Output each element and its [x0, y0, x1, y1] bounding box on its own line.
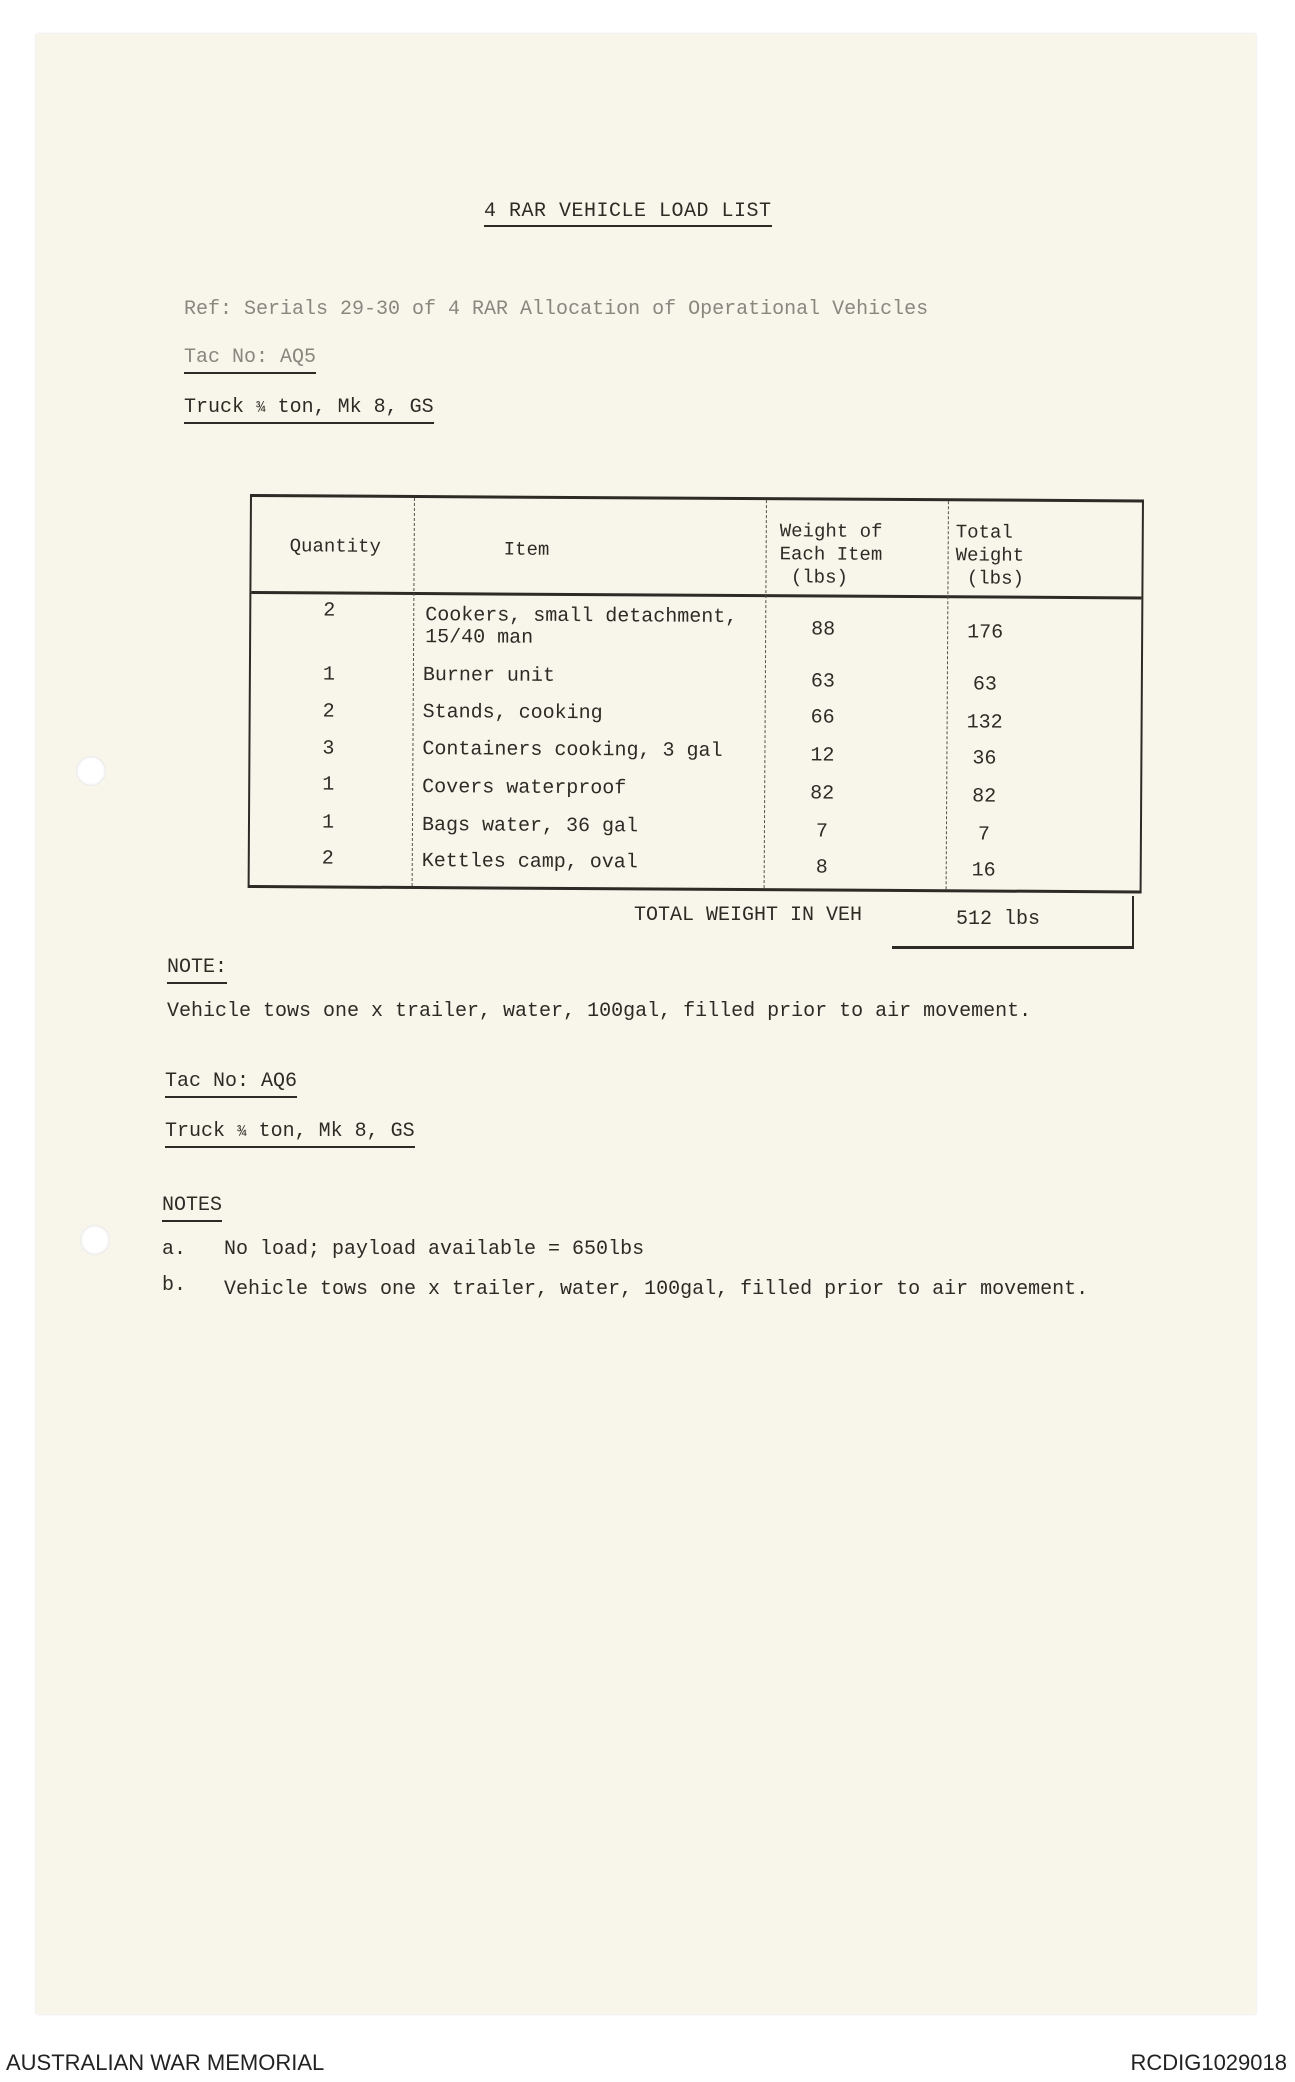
- vehicle-1-label: [184, 396, 434, 424]
- tac-no-aq5: Tac No: AQ5: [184, 346, 316, 374]
- header-item: Item: [503, 538, 550, 561]
- punch-hole: [80, 1225, 110, 1255]
- total-weight-box: [892, 896, 1134, 949]
- reference-line: [184, 298, 928, 322]
- row-2-qty: 1: [322, 663, 335, 687]
- note-text: Vehicle tows one x trailer, water, 100gal, filled prior to air movement.: [167, 1000, 1032, 1023]
- vehicle-2-prefix: Truck: [165, 1120, 226, 1143]
- notes-item-a-marker: a.: [162, 1238, 187, 1261]
- reference-text: Ref: Serials 29-30 of 4 RAR Allocation of Operational Vehicles: [184, 298, 929, 321]
- column-divider: [412, 498, 415, 886]
- row-5-each: 82: [810, 782, 835, 806]
- notes-item-a-text: No load; payload available = 650lbs: [224, 1238, 645, 1261]
- row-1-item: Cookers, small detachment,: [425, 604, 738, 629]
- footer-archive-name: AUSTRALIAN WAR MEMORIAL: [6, 2050, 325, 2075]
- header-weight-each: Weight of Each Item (lbs): [779, 520, 883, 589]
- row-7-item: Kettles camp, oval: [421, 850, 638, 875]
- notes-heading: NOTES: [162, 1194, 222, 1222]
- header-divider: [251, 591, 1141, 599]
- row-7-each: 8: [815, 856, 828, 880]
- row-6-qty: 1: [321, 811, 335, 835]
- row-5-qty: 1: [322, 773, 335, 797]
- row-3-item: Stands, cooking: [422, 701, 603, 726]
- row-1-item-line2: 15/40 man: [425, 626, 534, 650]
- note-heading: NOTE:: [167, 956, 227, 984]
- row-4-item: Containers cooking, 3 gal: [422, 738, 723, 763]
- notes-item-b-text: Vehicle tows one x trailer, water, 100gal, filled prior to air movement.: [224, 1278, 1089, 1301]
- row-5-item: Covers waterproof: [422, 776, 627, 801]
- row-1-qty: 2: [323, 599, 336, 623]
- row-3-total: 132: [966, 711, 1003, 735]
- header-quantity: Quantity: [289, 535, 381, 558]
- row-7-total: 16: [971, 859, 996, 883]
- load-table: [248, 494, 1144, 893]
- total-weight-label: TOTAL WEIGHT IN VEH: [634, 904, 863, 927]
- row-5-total: 82: [972, 785, 997, 809]
- notes-item-b-marker: b.: [162, 1274, 187, 1297]
- row-4-each: 12: [810, 744, 835, 768]
- row-6-total: 7: [977, 823, 991, 847]
- row-6-each: 7: [815, 820, 829, 844]
- row-1-total: 176: [967, 621, 1004, 645]
- row-1-each: 88: [811, 618, 836, 642]
- vehicle-1-suffix: ton, Mk 8, GS: [277, 396, 434, 419]
- vehicle-2-fraction: ¾: [237, 1123, 247, 1141]
- vehicle-1-fraction: ¾: [256, 399, 266, 417]
- row-6-item: Bags water, 36 gal: [421, 814, 639, 839]
- punch-hole: [76, 756, 106, 786]
- row-2-each: 63: [810, 670, 835, 694]
- row-2-total: 63: [972, 673, 997, 697]
- total-weight-value: 512 lbs: [956, 908, 1041, 931]
- row-3-qty: 2: [322, 700, 335, 724]
- document-page: [36, 34, 1256, 2014]
- column-divider: [946, 501, 949, 889]
- document-title: 4 RAR VEHICLE LOAD LIST: [484, 200, 772, 227]
- vehicle-2-label: [165, 1120, 415, 1148]
- row-4-total: 36: [972, 747, 997, 771]
- tac-no-aq6: Tac No: AQ6: [165, 1070, 297, 1098]
- footer-record-id: RCDIG1029018: [1130, 2050, 1287, 2075]
- row-3-each: 66: [810, 706, 835, 730]
- vehicle-1-prefix: Truck: [184, 396, 245, 419]
- header-total-weight: Total Weight (lbs): [955, 521, 1025, 590]
- column-divider: [764, 500, 767, 888]
- row-2-item: Burner unit: [422, 664, 555, 688]
- row-4-qty: 3: [322, 737, 335, 761]
- vehicle-2-suffix: ton, Mk 8, GS: [258, 1120, 415, 1143]
- row-7-qty: 2: [321, 847, 334, 871]
